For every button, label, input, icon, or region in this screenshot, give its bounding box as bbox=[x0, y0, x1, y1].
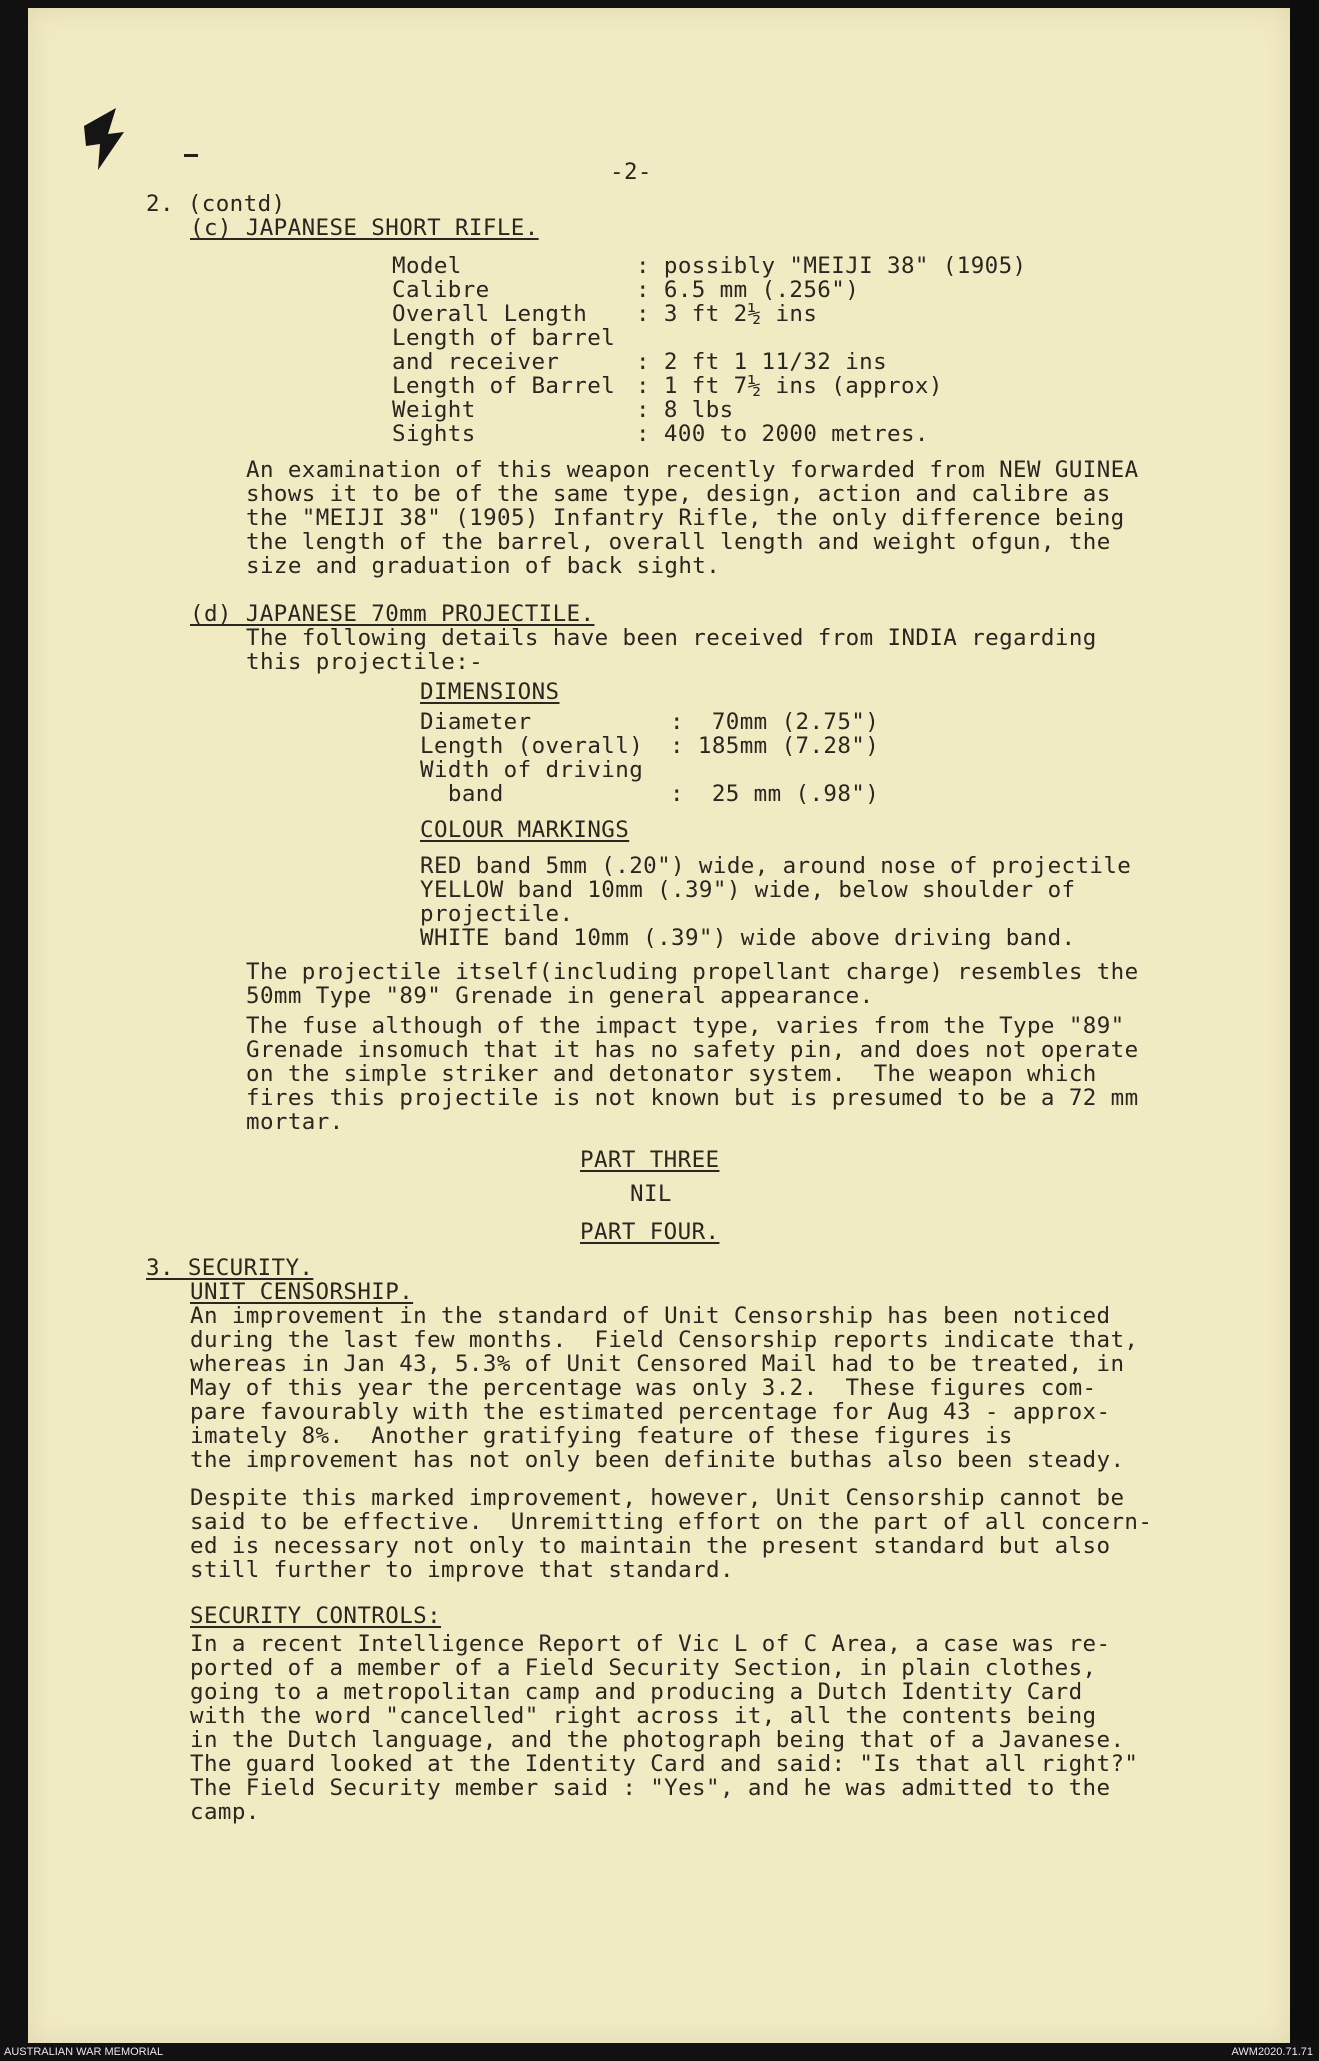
spec-value: : 8 lbs bbox=[636, 397, 734, 423]
text-line: mortar. bbox=[246, 1109, 344, 1135]
dim-label: band bbox=[420, 781, 504, 807]
text-line: May of this year the percentage was only 3.2. These figures com- bbox=[190, 1375, 1097, 1401]
text-line: ed is necessary not only to maintain the present standard but also bbox=[190, 1533, 1111, 1559]
heading-unit-censorship: UNIT CENSORSHIP. bbox=[190, 1279, 414, 1305]
text-line: The fuse although of the impact type, varies from the Type "89" bbox=[246, 1013, 1125, 1039]
text-line: In a recent Intelligence Report of Vic L of C Area, a case was re- bbox=[190, 1631, 1111, 1657]
heading-part-three: PART THREE bbox=[580, 1147, 720, 1173]
text-line: imately 8%. Another gratifying feature of these figures is bbox=[190, 1423, 1013, 1449]
text-line: going to a metropolitan camp and producing a Dutch Identity Card bbox=[190, 1679, 1083, 1705]
spec-value: : possibly "MEIJI 38" (1905) bbox=[636, 253, 1027, 279]
text-line: WHITE band 10mm (.39") wide above driving band. bbox=[420, 925, 1076, 951]
spec-label: and receiver bbox=[392, 349, 560, 375]
page-number: -2- bbox=[610, 159, 652, 185]
spec-label: Model bbox=[392, 253, 462, 279]
text-line: shows it to be of the same type, design, action and calibre as bbox=[246, 481, 1111, 507]
footer-archive: AUSTRALIAN WAR MEMORIAL bbox=[4, 2046, 164, 2058]
text-line: YELLOW band 10mm (.39") wide, below shoulder of bbox=[420, 877, 1076, 903]
spec-label: Length of Barrel bbox=[392, 373, 616, 399]
text-line: Grenade insomuch that it has no safety pin, and does not operate bbox=[246, 1037, 1139, 1063]
text-line: the "MEIJI 38" (1905) Infantry Rifle, the only difference being bbox=[246, 505, 1125, 531]
heading-security-controls: SECURITY CONTROLS: bbox=[190, 1603, 442, 1629]
text-line: An improvement in the standard of Unit Censorship has been noticed bbox=[190, 1303, 1111, 1329]
heading-part-four: PART FOUR. bbox=[580, 1219, 720, 1245]
text-line: projectile. bbox=[420, 901, 574, 927]
dim-label: Diameter bbox=[420, 709, 532, 735]
spec-label: Sights bbox=[392, 421, 476, 447]
text-line: The projectile itself(including propellant charge) resembles the bbox=[246, 959, 1139, 985]
dim-value: : 185mm (7.28") bbox=[670, 733, 880, 759]
text-line: RED band 5mm (.20") wide, around nose of projectile bbox=[420, 853, 1132, 879]
text-line: The following details have been received from INDIA regarding bbox=[246, 625, 1097, 651]
text-line: 50mm Type "89" Grenade in general appearance. bbox=[246, 983, 874, 1009]
spec-value: : 3 ft 2½ ins bbox=[636, 301, 818, 327]
spec-value: : 6.5 mm (.256") bbox=[636, 277, 860, 303]
spec-value: : 1 ft 7½ ins (approx) bbox=[636, 373, 943, 399]
text-line: An examination of this weapon recently forwarded from NEW GUINEA bbox=[246, 457, 1139, 483]
pen-dash bbox=[184, 154, 198, 157]
text-line: Despite this marked improvement, however, Unit Censorship cannot be bbox=[190, 1485, 1125, 1511]
text-line: The guard looked at the Identity Card and said: "Is that all right?" bbox=[190, 1751, 1139, 1777]
text-line: the length of the barrel, overall length and weight ofgun, the bbox=[246, 529, 1111, 555]
text-line: the improvement has not only been definite buthas also been steady. bbox=[190, 1447, 1125, 1473]
heading-70mm-projectile: (d) JAPANESE 70mm PROJECTILE. bbox=[190, 601, 595, 627]
dim-label: Length (overall) bbox=[420, 733, 644, 759]
spec-label: Calibre bbox=[392, 277, 490, 303]
spec-label: Overall Length bbox=[392, 301, 588, 327]
text-line: said to be effective. Unremitting effort on the part of all concern- bbox=[190, 1509, 1153, 1535]
dim-label: Width of driving bbox=[420, 757, 644, 783]
part-three-body: NIL bbox=[630, 1181, 672, 1207]
text-line: ported of a member of a Field Security Section, in plain clothes, bbox=[190, 1655, 1097, 1681]
text-line: pare favourably with the estimated percentage for Aug 43 - approx- bbox=[190, 1399, 1111, 1425]
text-line: fires this projectile is not known but is presumed to be a 72 mm bbox=[246, 1085, 1139, 1111]
spec-value: : 400 to 2000 metres. bbox=[636, 421, 929, 447]
heading-security: 3. SECURITY. bbox=[146, 1255, 314, 1281]
heading-short-rifle: (c) JAPANESE SHORT RIFLE. bbox=[190, 215, 539, 241]
heading-colour-markings: COLOUR MARKINGS bbox=[420, 817, 630, 843]
dim-value: : 25 mm (.98") bbox=[670, 781, 880, 807]
text-line: still further to improve that standard. bbox=[190, 1557, 734, 1583]
text-line: with the word "cancelled" right across it, all the contents being bbox=[190, 1703, 1097, 1729]
text-line: on the simple striker and detonator system. The weapon which bbox=[246, 1061, 1097, 1087]
heading-dimensions: DIMENSIONS bbox=[420, 679, 560, 705]
footer-ref: AWM2020.71.71 bbox=[1231, 2046, 1313, 2058]
scan-border bbox=[1290, 0, 1319, 2040]
section-2-cont: 2. (contd) bbox=[146, 191, 286, 217]
text-line: during the last few months. Field Censorship reports indicate that, bbox=[190, 1327, 1139, 1353]
dim-value: : 70mm (2.75") bbox=[670, 709, 880, 735]
text-line: in the Dutch language, and the photograph being that of a Javanese. bbox=[190, 1727, 1125, 1753]
spec-label: Length of barrel bbox=[392, 325, 616, 351]
spec-label: Weight bbox=[392, 397, 476, 423]
text-line: The Field Security member said : "Yes", and he was admitted to the bbox=[190, 1775, 1111, 1801]
text-line: whereas in Jan 43, 5.3% of Unit Censored Mail had to be treated, in bbox=[190, 1351, 1125, 1377]
text-line: this projectile:- bbox=[246, 649, 484, 675]
text-line: size and graduation of back sight. bbox=[246, 553, 721, 579]
handwritten-mark bbox=[78, 104, 138, 174]
spec-value: : 2 ft 1 11/32 ins bbox=[636, 349, 888, 375]
text-line: camp. bbox=[190, 1799, 260, 1825]
